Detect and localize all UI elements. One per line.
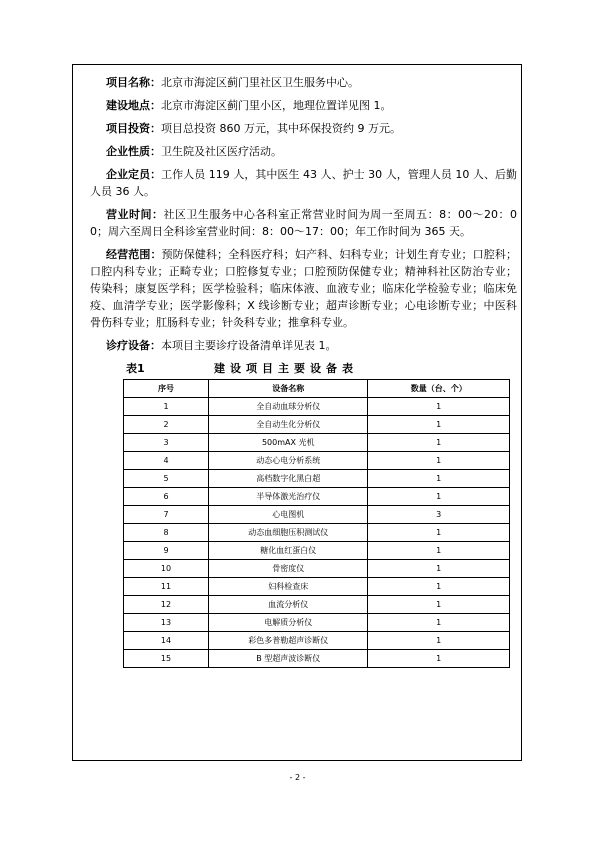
header-index: 序号	[124, 380, 209, 398]
row-equipment-name: 彩色多普勒超声诊断仪	[209, 632, 368, 650]
equipment-table	[123, 379, 510, 668]
row-quantity: 3	[368, 506, 510, 524]
paragraph	[90, 166, 517, 200]
table-row	[124, 416, 510, 434]
paragraph-text: 本项目主要诊疗设备清单详见表 1。	[161, 339, 337, 352]
table-row	[124, 596, 510, 614]
paragraph-label: 项目投资：	[106, 122, 161, 135]
paragraph	[90, 74, 517, 91]
row-equipment-name: 动态血细胞压积测试仪	[209, 524, 368, 542]
row-quantity: 1	[368, 416, 510, 434]
paragraph-label: 企业性质：	[106, 145, 161, 158]
paragraph-label: 营业时间：	[106, 208, 164, 221]
row-quantity: 1	[368, 488, 510, 506]
row-equipment-name: B 型超声波诊断仪	[209, 650, 368, 668]
row-index: 11	[124, 578, 209, 596]
row-quantity: 1	[368, 452, 510, 470]
table-row	[124, 470, 510, 488]
paragraph-text: 社区卫生服务中心各科室正常营业时间为周一至周五：8：00～20：00；周六至周日全科诊室营业时间：8：00～17：00；年工作时间为 365 天。	[90, 208, 517, 238]
paragraph	[90, 97, 517, 114]
paragraph-text: 北京市海淀区蓟门里小区，地理位置详见图 1。	[161, 99, 392, 112]
paragraph-list	[90, 74, 517, 354]
paragraph	[90, 206, 517, 240]
table-number: 表1	[126, 362, 145, 375]
row-equipment-name: 半导体激光治疗仪	[209, 488, 368, 506]
table-row	[124, 560, 510, 578]
row-quantity: 1	[368, 650, 510, 668]
row-quantity: 1	[368, 470, 510, 488]
row-index: 5	[124, 470, 209, 488]
table-row	[124, 398, 510, 416]
row-quantity: 1	[368, 398, 510, 416]
table-row	[124, 650, 510, 668]
row-quantity: 1	[368, 542, 510, 560]
paragraph-text: 预防保健科；全科医疗科；妇产科、妇科专业；计划生育专业；口腔科；口腔内科专业；正畸专业；口腔修复专业；口腔预防保健专业；精神科社区防治专业；传染科；康复医学科；医学检验科；临床体液、血液专业；临床化学检验专业；临床免疫、血清学专业；医学影像科；X 线诊断专业；超声诊断专业；心电诊断专业；中医科骨伤科专业；肛肠科专业；针灸科专业；推拿科专业。	[90, 248, 518, 329]
paragraph-text: 项目总投资 860 万元，其中环保投资约 9 万元。	[161, 122, 401, 135]
row-index: 1	[124, 398, 209, 416]
row-quantity: 1	[368, 524, 510, 542]
row-equipment-name: 全自动生化分析仪	[209, 416, 368, 434]
row-index: 12	[124, 596, 209, 614]
paragraph-label: 建设地点：	[106, 99, 161, 112]
document-body	[90, 74, 517, 668]
table-row	[124, 614, 510, 632]
paragraph-text: 卫生院及社区医疗活动。	[161, 145, 282, 158]
row-index: 10	[124, 560, 209, 578]
row-quantity: 1	[368, 596, 510, 614]
row-equipment-name: 动态心电分析系统	[209, 452, 368, 470]
paragraph-text: 工作人员 119 人，其中医生 43 人、护士 30 人，管理人员 10 人、后勤人员 36 人。	[90, 168, 518, 198]
page-number: - 2 -	[289, 773, 306, 782]
paragraph-label: 项目名称：	[106, 76, 161, 89]
row-equipment-name: 高档数字化黑白超	[209, 470, 368, 488]
header-quantity: 数量（台、个）	[368, 380, 510, 398]
table-title: 建设项目主要设备表	[214, 362, 358, 375]
table-row	[124, 488, 510, 506]
table-row	[124, 542, 510, 560]
table-row	[124, 578, 510, 596]
paragraph-label: 经营范围：	[106, 248, 162, 261]
paragraph	[90, 120, 517, 137]
row-quantity: 1	[368, 560, 510, 578]
paragraph-label: 诊疗设备：	[106, 339, 161, 352]
row-index: 2	[124, 416, 209, 434]
table-row	[124, 452, 510, 470]
paragraph	[90, 143, 517, 160]
row-quantity: 1	[368, 578, 510, 596]
row-equipment-name: 500mAX 光机	[209, 434, 368, 452]
paragraph-text: 北京市海淀区蓟门里社区卫生服务中心。	[161, 76, 359, 89]
row-quantity: 1	[368, 632, 510, 650]
row-index: 4	[124, 452, 209, 470]
row-index: 13	[124, 614, 209, 632]
row-index: 6	[124, 488, 209, 506]
row-quantity: 1	[368, 614, 510, 632]
row-equipment-name: 全自动血球分析仪	[209, 398, 368, 416]
paragraph	[90, 337, 517, 354]
row-index: 9	[124, 542, 209, 560]
row-equipment-name: 骨密度仪	[209, 560, 368, 578]
table-row	[124, 434, 510, 452]
row-index: 7	[124, 506, 209, 524]
row-quantity: 1	[368, 434, 510, 452]
row-index: 15	[124, 650, 209, 668]
row-equipment-name: 血流分析仪	[209, 596, 368, 614]
row-equipment-name: 心电图机	[209, 506, 368, 524]
paragraph	[90, 246, 517, 331]
table-row	[124, 524, 510, 542]
row-equipment-name: 电解质分析仪	[209, 614, 368, 632]
table-caption	[126, 360, 517, 377]
paragraph-label: 企业定员：	[106, 168, 162, 181]
header-equipment-name: 设备名称	[209, 380, 368, 398]
row-equipment-name: 妇科检查床	[209, 578, 368, 596]
row-equipment-name: 糖化血红蛋白仪	[209, 542, 368, 560]
row-index: 8	[124, 524, 209, 542]
row-index: 14	[124, 632, 209, 650]
table-row	[124, 632, 510, 650]
table-row	[124, 506, 510, 524]
table-header-row	[124, 380, 510, 398]
row-index: 3	[124, 434, 209, 452]
